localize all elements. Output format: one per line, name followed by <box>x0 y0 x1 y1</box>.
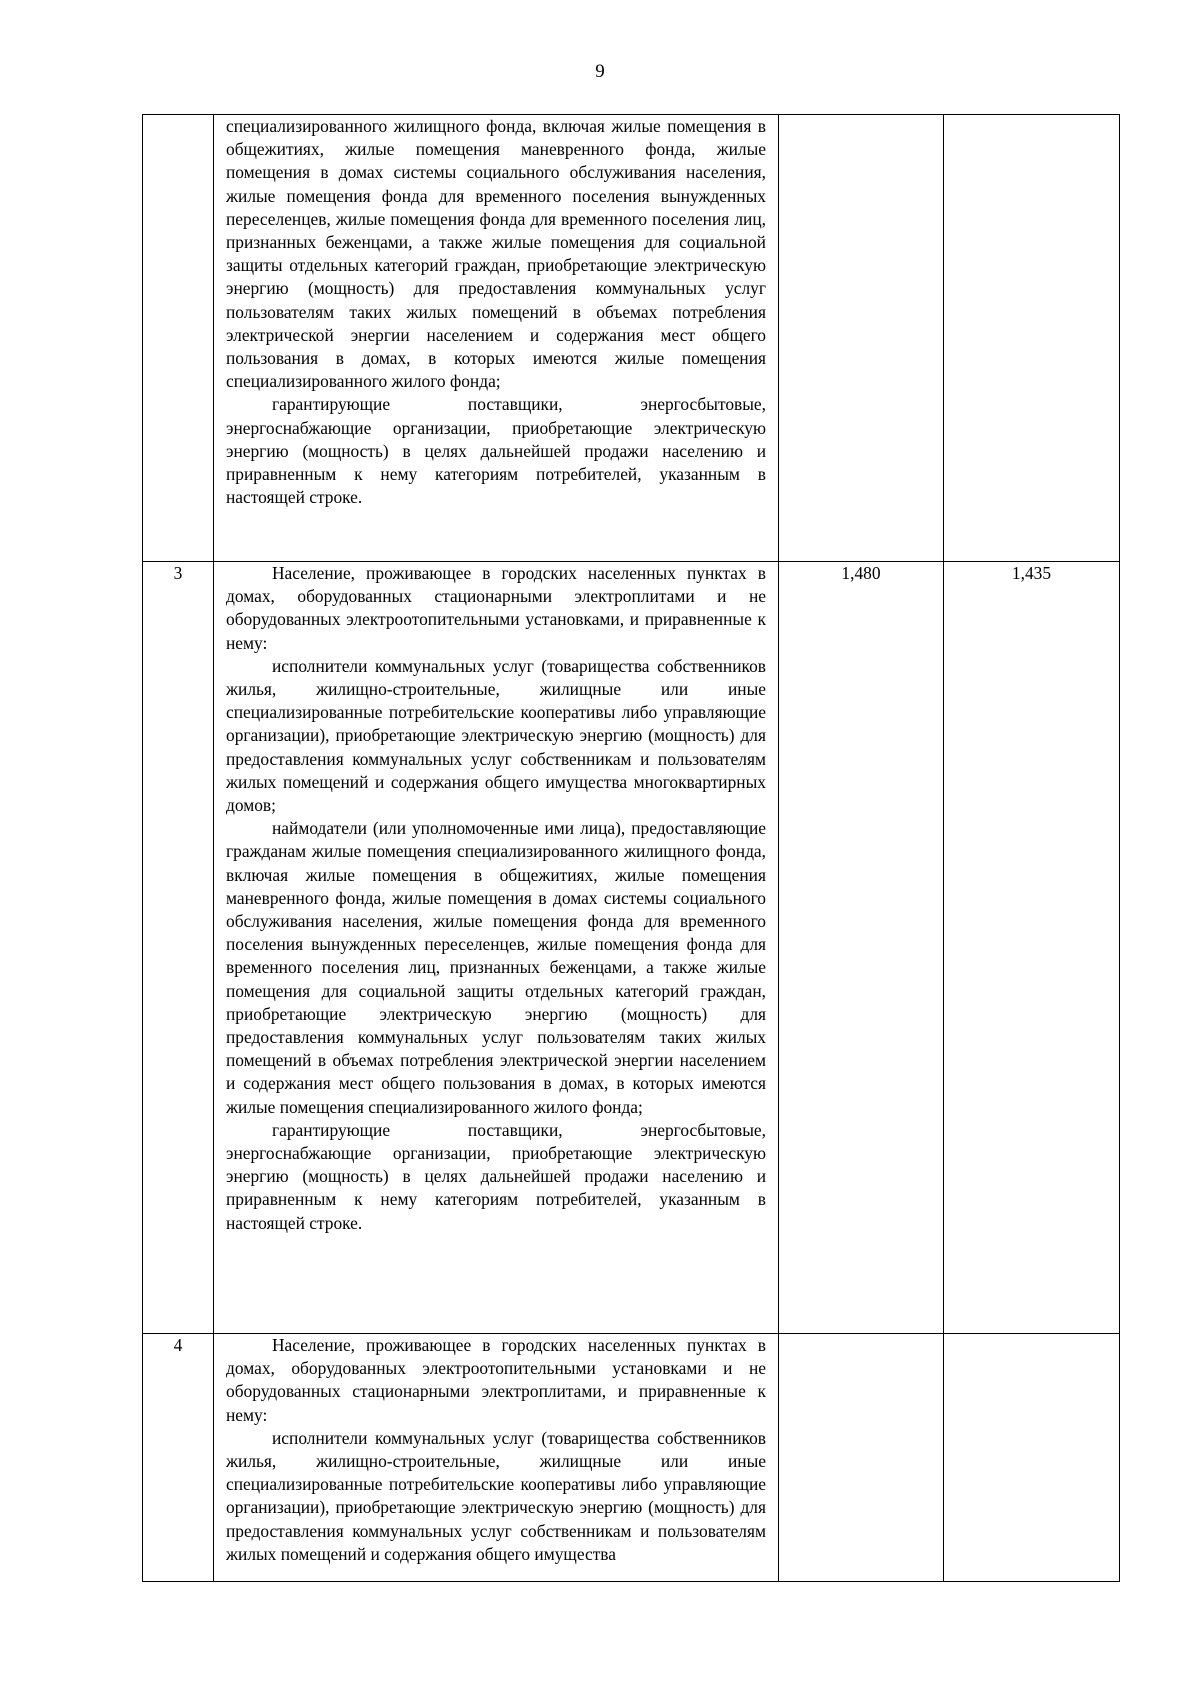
row-number <box>143 115 214 562</box>
row-paragraph: специализированного жилищного фонда, включая жилые помещения в общежитиях, жилые помещения маневренного фонда, жилые помещения в домах системы социального обслуживания населения, жилые помещения фонда для временного поселения вынужденных переселенцев, жилые помещения фонда для временного поселения лиц, признанных беженцами, а также жилые помещения для социальной защиты отдельных категорий граждан, приобретающие электрическую энергию (мощность) для предоставления коммунальных услуг пользователям таких жилых помещений в объемах потребления электрической энергии населением и содержания мест общего пользования в домах, в которых имеются жилые помещения специализированного жилого фонда; <box>226 116 766 392</box>
table-row <box>143 1334 1120 1582</box>
row-value-1 <box>779 1334 944 1582</box>
row-number: 3 <box>143 562 214 1334</box>
tariff-table <box>142 114 1120 1582</box>
row-value-2: 1,435 <box>944 562 1120 1334</box>
row-description <box>214 1334 779 1582</box>
table-row <box>143 562 1120 1334</box>
row-value-2 <box>944 1334 1120 1582</box>
row-paragraph: гарантирующие поставщики, энергосбытовые, энергоснабжающие организации, приобретающие электрическую энергию (мощность) в целях дальнейшей продажи населению и приравненным к нему категориям потребителей, указанным в настоящей строке. <box>226 394 766 508</box>
page-number: 9 <box>595 61 605 82</box>
row-value-2 <box>944 115 1120 562</box>
row-paragraph: гарантирующие поставщики, энергосбытовые, энергоснабжающие организации, приобретающие электрическую энергию (мощность) в целях дальнейшей продажи населению и приравненным к нему категориям потребителей, указанным в настоящей строке. <box>226 1119 766 1233</box>
row-number: 4 <box>143 1334 214 1582</box>
row-paragraph: исполнители коммунальных услуг (товарищества собственников жилья, жилищно-строительные, жилищные или иные специализированные потребительские кооперативы либо управляющие организации), приобретающие электрическую энергию (мощность) для предоставления коммунальных услуг собственникам и пользователям жилых помещений и содержания общего имущества <box>226 1427 766 1564</box>
table-row <box>143 115 1120 562</box>
row-paragraph: наймодатели (или уполномоченные ими лица), предоставляющие гражданам жилые помещения специализированного жилищного фонда, включая жилые помещения в общежитиях, жилые помещения маневренного фонда, жилые помещения в домах системы социального обслуживания населения, жилые помещения фонда для временного поселения вынужденных переселенцев, жилые помещения фонда для временного поселения лиц, признанных беженцами, а также жилые помещения для социальной защиты отдельных категорий граждан, приобретающие электрическую энергию (мощность) для предоставления коммунальных услуг пользователям таких жилых помещений в объемах потребления электрической энергии населением и содержания мест общего пользования в домах, в которых имеются жилые помещения специализированного жилого фонда; <box>226 818 766 1117</box>
row-description <box>214 562 779 1334</box>
row-description <box>214 115 779 562</box>
row-value-1 <box>779 115 944 562</box>
row-paragraph: исполнители коммунальных услуг (товарищества собственников жилья, жилищно-строительные, жилищные или иные специализированные потребительские кооперативы либо управляющие организации), приобретающие электрическую энергию (мощность) для предоставления коммунальных услуг собственникам и пользователям жилых помещений и содержания общего имущества многоквартирных домов; <box>226 655 766 816</box>
row-value-1: 1,480 <box>779 562 944 1334</box>
row-paragraph: Население, проживающее в городских населенных пунктах в домах, оборудованных стационарными электроплитами и не оборудованных электроотопительными установками, и приравненные к нему: <box>226 563 766 653</box>
row-paragraph: Население, проживающее в городских населенных пунктах в домах, оборудованных электроотопительными установками и не оборудованных стационарными электроплитами, и приравненные к нему: <box>226 1335 766 1425</box>
